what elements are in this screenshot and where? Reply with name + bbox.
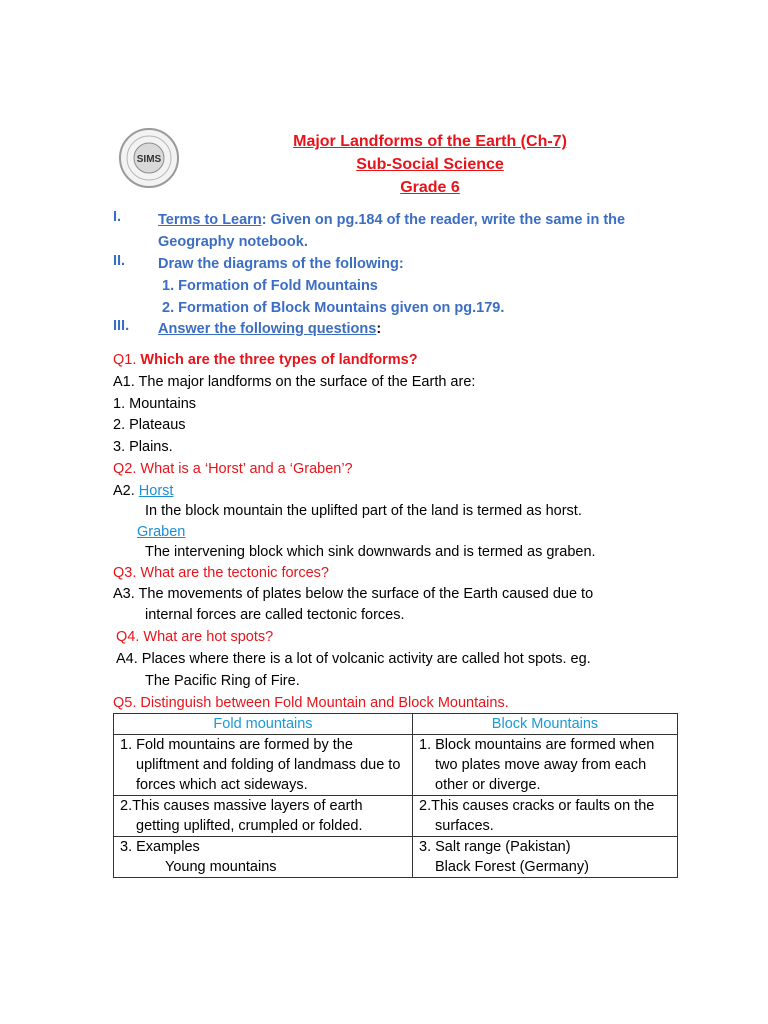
instruction-2-sub-2: 2. Formation of Block Mountains given on pg.179. bbox=[162, 300, 505, 316]
answer-1-item-1: 1. Mountains bbox=[113, 396, 197, 412]
table-header-row bbox=[114, 714, 678, 735]
table-cell-text: Black Forest (Germany) bbox=[435, 859, 589, 875]
table-row bbox=[114, 837, 678, 878]
question-2: Q2. What is a ‘Horst’ and a ‘Graben’? bbox=[113, 461, 353, 477]
question-1-text: Which are the three types of landforms? bbox=[140, 352, 418, 368]
instruction-1 bbox=[158, 209, 698, 253]
question-1-prefix: Q1. bbox=[113, 352, 141, 368]
question-4: Q4. What are hot spots? bbox=[116, 629, 274, 645]
table-cell bbox=[114, 837, 413, 878]
instruction-1-number: I. bbox=[113, 209, 122, 225]
table-cell-text: 1. Fold mountains are formed by the upliftment and folding of landmass due to forces which act sideways. bbox=[120, 737, 401, 793]
answer-1: A1. The major landforms on the surface of the Earth are: bbox=[113, 374, 476, 390]
title-block bbox=[230, 130, 630, 199]
graben-term bbox=[137, 521, 185, 543]
question-1 bbox=[113, 349, 418, 371]
instruction-1-text: : Given on pg.184 of the reader, write the same in the bbox=[261, 212, 626, 228]
logo-text: SIMS bbox=[136, 154, 162, 165]
table-cell-text: 3. Salt range (Pakistan) bbox=[419, 839, 571, 855]
horst-definition: In the block mountain the uplifted part of the land is termed as horst. bbox=[145, 503, 582, 519]
answer-2-prefix: A2. bbox=[113, 483, 139, 499]
instruction-1-text-2: Geography notebook. bbox=[158, 234, 308, 250]
title-chapter: Major Landforms of the Earth (Ch-7) bbox=[293, 133, 567, 150]
instruction-3 bbox=[158, 318, 698, 340]
table-cell bbox=[413, 735, 678, 796]
table-cell-text: 2.This causes massive layers of earth getting uplifted, crumpled or folded. bbox=[120, 798, 363, 834]
table-cell bbox=[413, 796, 678, 837]
comparison-table bbox=[113, 713, 678, 878]
table-row bbox=[114, 735, 678, 796]
answer-questions-link: Answer the following questions bbox=[158, 321, 377, 337]
table-cell-text: Young mountains bbox=[165, 859, 277, 875]
answer-2 bbox=[113, 480, 173, 502]
terms-to-learn-link: Terms to Learn bbox=[158, 212, 262, 228]
instruction-3-number: III. bbox=[113, 318, 130, 334]
answer-4-line-1: A4. Places where there is a lot of volcanic activity are called hot spots. eg. bbox=[116, 651, 591, 667]
table-row bbox=[114, 796, 678, 837]
instruction-2-text: Draw the diagrams of the following: bbox=[158, 256, 404, 272]
instruction-2-number: II. bbox=[113, 253, 126, 269]
question-5: Q5. Distinguish between Fold Mountain and Block Mountains. bbox=[113, 695, 509, 711]
graben-link: Graben bbox=[137, 524, 186, 540]
table-cell bbox=[114, 796, 413, 837]
answer-3-line-2: internal forces are called tectonic forces. bbox=[145, 607, 405, 623]
answer-4-line-2: The Pacific Ring of Fire. bbox=[145, 673, 300, 689]
school-logo bbox=[118, 127, 180, 189]
table-cell-text: 3. Examples bbox=[120, 839, 200, 855]
question-3: Q3. What are the tectonic forces? bbox=[113, 565, 329, 581]
table-cell-text: 2.This causes cracks or faults on the surfaces. bbox=[419, 798, 655, 834]
table-cell bbox=[114, 735, 413, 796]
instruction-2 bbox=[158, 253, 698, 319]
horst-term: Horst bbox=[138, 483, 174, 499]
graben-definition: The intervening block which sink downwards and is termed as graben. bbox=[145, 544, 596, 560]
answer-1-item-3: 3. Plains. bbox=[113, 439, 173, 455]
instruction-2-sub-1: 1. Formation of Fold Mountains bbox=[162, 278, 378, 294]
title-subject: Sub-Social Science bbox=[356, 156, 504, 173]
answer-1-item-2: 2. Plateaus bbox=[113, 417, 186, 433]
table-cell bbox=[413, 837, 678, 878]
title-grade: Grade 6 bbox=[400, 179, 460, 196]
table-cell-text: 1. Block mountains are formed when two plates move away from each other or diverge. bbox=[419, 737, 655, 793]
answer-3-line-1: A3. The movements of plates below the surface of the Earth caused due to bbox=[113, 586, 594, 602]
table-header-block: Block Mountains bbox=[413, 714, 678, 735]
table-header-fold: Fold mountains bbox=[114, 714, 413, 735]
instruction-3-colon: : bbox=[376, 321, 382, 337]
